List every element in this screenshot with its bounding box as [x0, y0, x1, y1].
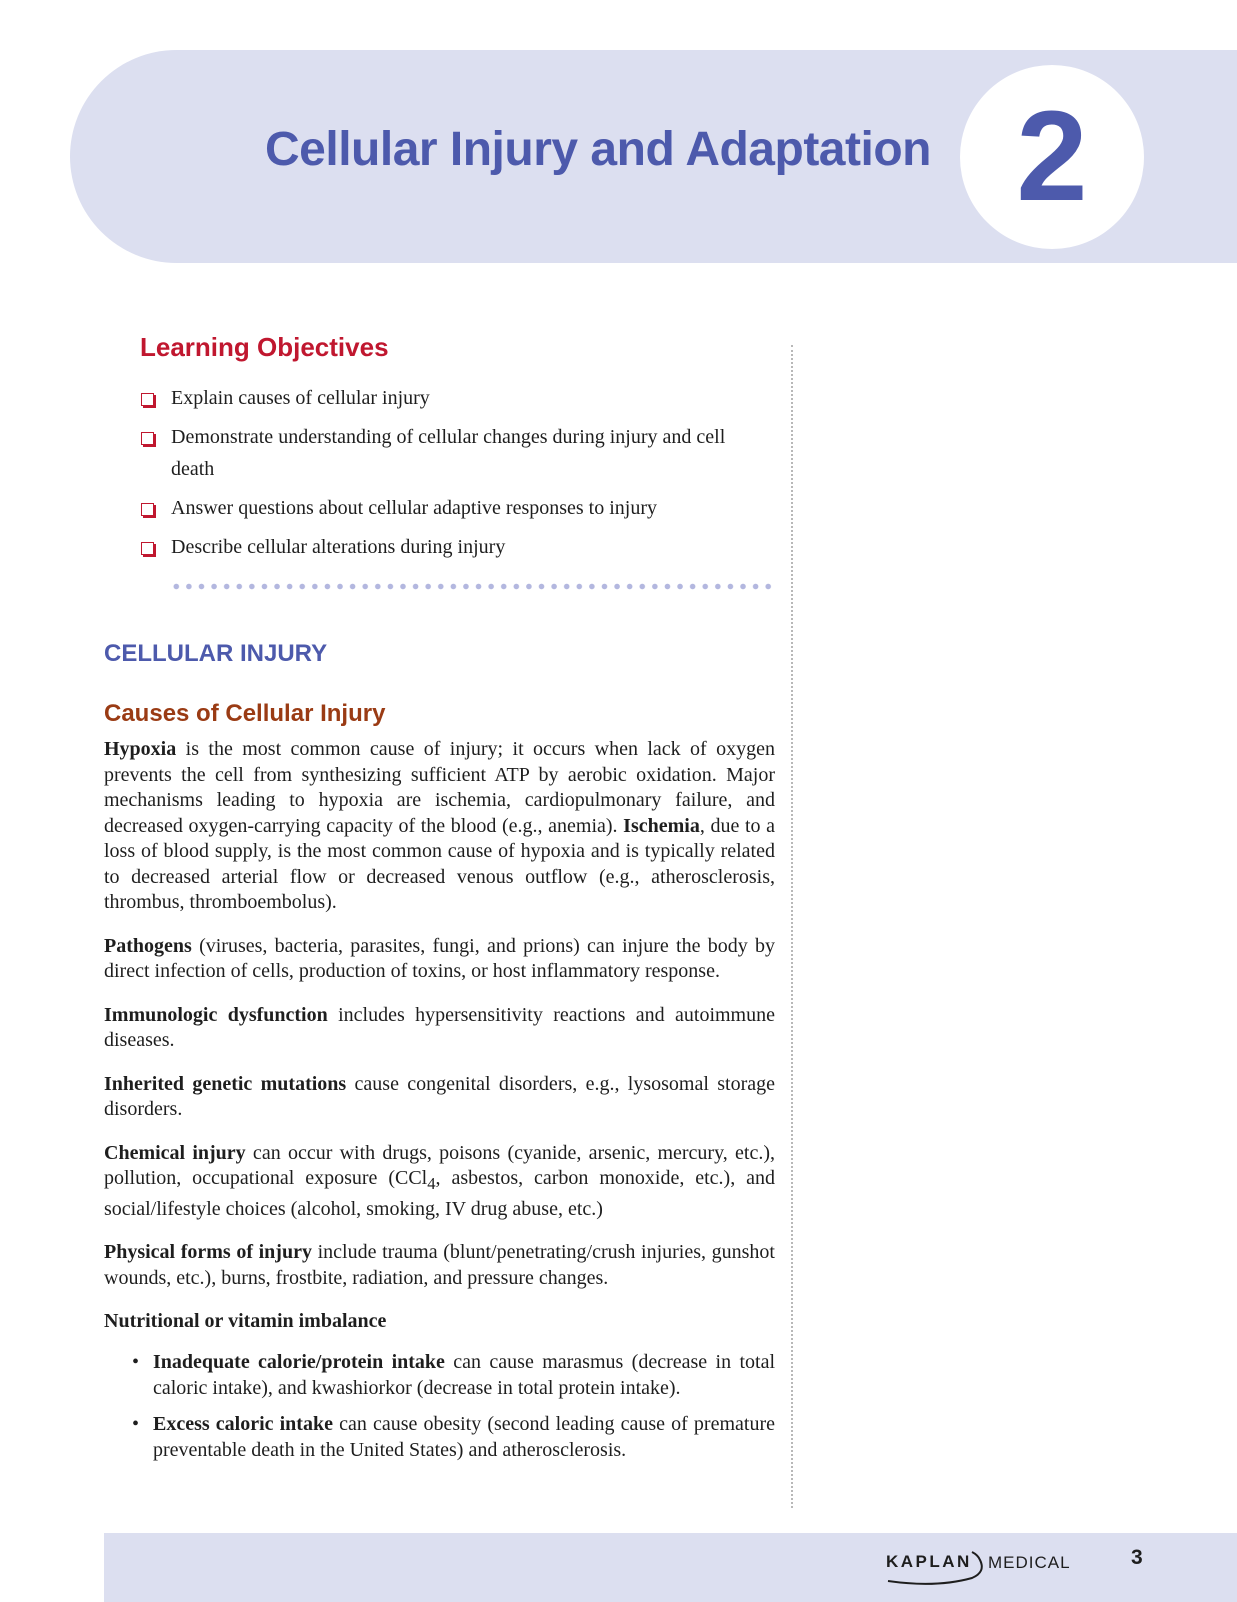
- page-number: 3: [1131, 1546, 1143, 1569]
- bullet-term: Excess caloric intake: [153, 1412, 333, 1435]
- subsection-heading: Causes of Cellular Injury: [104, 700, 386, 727]
- paragraph-physical: [104, 1240, 775, 1291]
- bullet-text: can cause marasmus (decrease in total caloric intake), and kwashiorkor (decrease in total protein intake).: [153, 1350, 776, 1399]
- list-item: [104, 1411, 775, 1463]
- body-text: [104, 737, 775, 1473]
- learning-objective-item: [140, 492, 760, 524]
- paragraph-immunologic: [104, 1003, 775, 1054]
- bullet-icon: •: [132, 1412, 140, 1435]
- nutritional-bullet-list: [104, 1349, 775, 1463]
- column-divider: [791, 345, 793, 1508]
- checkbox-icon: [141, 432, 154, 445]
- chapter-number: 2: [1016, 85, 1088, 228]
- kaplan-medical-logo: [886, 1548, 1071, 1588]
- term-ischemia: Ischemia: [623, 814, 700, 837]
- term-immunologic: Immunologic dysfunction: [104, 1003, 328, 1026]
- learning-objective-item: [140, 531, 760, 563]
- paragraph-nutritional: [104, 1309, 775, 1335]
- section-heading: CELLULAR INJURY: [104, 640, 328, 667]
- list-item: [104, 1349, 775, 1401]
- term-nutritional: Nutritional or vitamin imbalance: [104, 1310, 387, 1332]
- learning-objectives-list: [140, 382, 760, 570]
- bullet-text: can cause obesity (second leading cause of premature preventable death in the United States) and atherosclerosis.: [153, 1412, 775, 1461]
- paragraph-hypoxia: [104, 737, 775, 916]
- subscript: 4: [427, 1174, 436, 1193]
- paragraph-text: cause congenital disorders, e.g., lysosomal storage disorders.: [104, 1072, 776, 1120]
- paragraph-chemical: [104, 1141, 775, 1223]
- term-genetic: Inherited genetic mutations: [104, 1072, 347, 1095]
- paragraph-text: include trauma (blunt/penetrating/crush injuries, gunshot wounds, etc.), burns, frostbite, radiation, and pressure changes.: [104, 1241, 775, 1289]
- term-hypoxia: Hypoxia: [104, 738, 177, 760]
- term-chemical: Chemical injury: [104, 1141, 246, 1164]
- bullet-icon: •: [132, 1350, 140, 1373]
- chapter-number-badge: [960, 65, 1144, 249]
- paragraph-pathogens: [104, 934, 775, 985]
- paragraph-text: can occur with drugs, poisons (cyanide, arsenic, mercury, etc.), pollution, occupational exposure (CCl: [104, 1141, 775, 1189]
- learning-objectives-heading: Learning Objectives: [140, 332, 389, 362]
- learning-objective-item: [140, 382, 760, 414]
- learning-objective-text: Describe cellular alterations during injury: [171, 536, 506, 558]
- kaplan-wordmark: KAPLAN: [886, 1552, 972, 1571]
- checkbox-icon: [141, 503, 154, 516]
- term-pathogens: Pathogens: [104, 934, 192, 957]
- term-physical: Physical forms of injury: [104, 1241, 312, 1263]
- paragraph-text: is the most common cause of injury; it occurs when lack of oxygen prevents the cell from synthesizing sufficient ATP by aerobic oxidation. Major mechanisms leading to hypoxia are ischemia, cardiopulmonary failure, and decreased oxygen-carrying capacity of the blood (e.g., anemia).: [104, 738, 775, 837]
- paragraph-text: , asbestos, carbon monoxide, etc.), and social/lifestyle choices (alcohol, smoking, IV drug abuse, etc.): [104, 1167, 775, 1220]
- learning-objective-text: Explain causes of cellular injury: [171, 387, 430, 409]
- learning-objective-text: Demonstrate understanding of cellular changes during injury and cell death: [171, 426, 726, 480]
- checkbox-icon: [141, 542, 154, 555]
- chapter-title: Cellular Injury and Adaptation: [265, 123, 931, 176]
- paragraph-text: , due to a loss of blood supply, is the most common cause of hypoxia and is typically related to decreased arterial flow or decreased venous outflow (e.g., atherosclerosis, thrombus, thromboembolus).: [104, 814, 775, 913]
- dotted-separator: [170, 583, 776, 590]
- paragraph-text: includes hypersensitivity reactions and autoimmune diseases.: [104, 1003, 775, 1051]
- checkbox-icon: [141, 393, 154, 406]
- learning-objective-item: [140, 421, 760, 485]
- bullet-term: Inadequate calorie/protein intake: [153, 1350, 445, 1373]
- paragraph-text: (viruses, bacteria, parasites, fungi, and prions) can injure the body by direct infection of cells, production of toxins, or host inflammatory response.: [104, 934, 775, 982]
- learning-objective-text: Answer questions about cellular adaptive responses to injury: [171, 497, 657, 519]
- medical-wordmark: MEDICAL: [988, 1553, 1071, 1572]
- paragraph-genetic: [104, 1072, 775, 1123]
